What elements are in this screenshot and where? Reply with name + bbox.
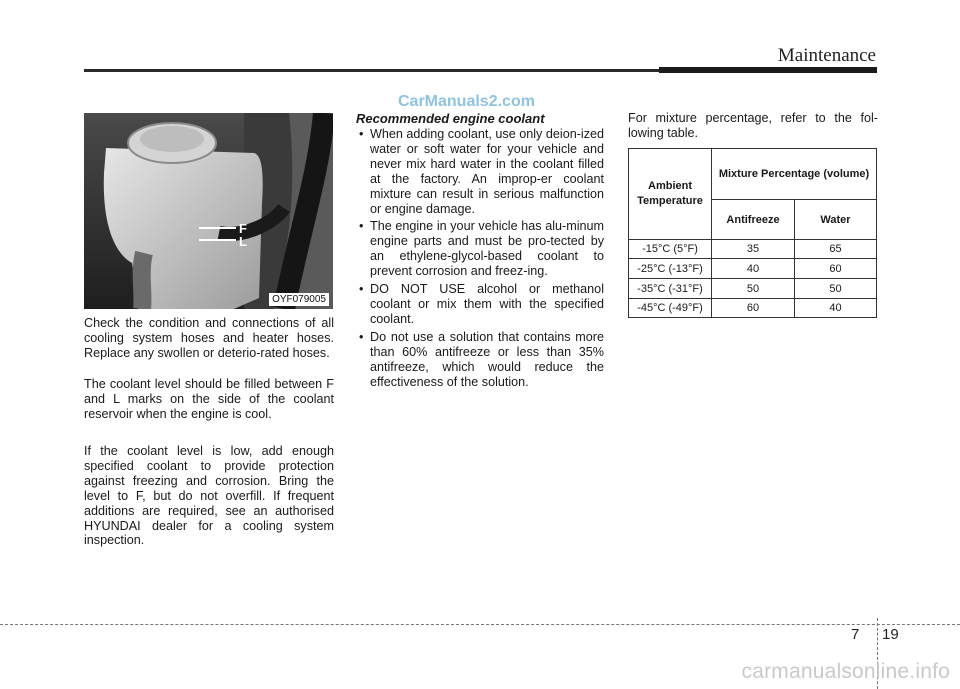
fill-mark-l: L <box>239 234 247 249</box>
table-cell-antifreeze: 40 <box>746 262 760 275</box>
table-cell-water: 60 <box>829 262 842 275</box>
table-cell-antifreeze: 50 <box>746 282 760 295</box>
section-title: Maintenance <box>777 45 876 66</box>
table-cell-temp: -15°C (5°F) <box>642 243 698 255</box>
hose-check-paragraph: Check the condition and connections of all cooling system hoses and heater hoses. Replace any swollen or deterio-rated hoses. <box>84 316 334 360</box>
coolant-reservoir-photo <box>84 113 333 309</box>
table-cell-water: 65 <box>829 243 842 255</box>
engine-bay-image <box>84 113 333 309</box>
footer-rule <box>0 624 960 625</box>
mixture-table <box>628 148 877 318</box>
header-rule-accent <box>659 67 877 73</box>
list-item: • The engine in your vehicle has alu-minum engine parts and must be pro-tected by an ethylene-glycol-based coolant to prevent corrosion and freez-ing. <box>356 219 604 279</box>
table-cell-antifreeze: 60 <box>746 302 760 314</box>
table-cell-water: 40 <box>829 302 842 314</box>
header-mixture-percentage: Mixture Percentage (volume) <box>718 168 870 180</box>
coolant-level-paragraph: The coolant level should be filled between F and L marks on the side of the coolant reservoir when the engine is cool. <box>84 377 334 421</box>
chapter-number: 7 <box>851 626 860 643</box>
list-item: • Do not use a solution that contains more than 60% antifreeze or less than 35% antifreeze, which would reduce the effectiveness of the solution. <box>356 330 604 390</box>
table-cell-temp: -35°C (-31°F) <box>637 282 703 295</box>
photo-code: OYF079005 <box>269 293 329 306</box>
table-cell-temp: -45°C (-49°F) <box>637 302 703 314</box>
header-antifreeze: Antifreeze <box>726 213 780 226</box>
table-cell-water: 50 <box>829 282 842 295</box>
fill-mark-f: F <box>239 221 247 236</box>
table-cell-temp: -25°C (-13°F) <box>637 262 703 275</box>
list-item: • DO NOT USE alcohol or methanol coolant or mix them with the specified coolant. <box>356 282 604 327</box>
table-cell-antifreeze: 35 <box>746 243 760 255</box>
watermark-text: CarManuals2.com <box>398 93 535 110</box>
list-item: • When adding coolant, use only deion-ized water or soft water for your vehicle and never mix hard water in the coolant filled at the factory. An improp-er coolant mixture can result in serious malfunction or engine damage. <box>356 127 604 216</box>
header-ambient-temperature: Ambient Temperature <box>637 180 703 207</box>
page-number: 19 <box>882 626 899 643</box>
recommended-coolant-heading: Recommended engine coolant <box>356 111 545 126</box>
header-rule <box>84 69 660 72</box>
site-credit-text: carmanualsonline.info <box>741 660 950 683</box>
coolant-bullet-list <box>356 127 604 392</box>
header-water: Water <box>820 213 851 226</box>
low-coolant-paragraph: If the coolant level is low, add enough specified coolant to provide protection against freezing and corrosion. Bring the level to F, but do not overfill. If frequent additions are required, see an authorised HYUNDAI dealer for a cooling system inspection. <box>84 444 334 548</box>
mixture-intro-paragraph: For mixture percentage, refer to the fol-lowing table. <box>628 111 878 140</box>
